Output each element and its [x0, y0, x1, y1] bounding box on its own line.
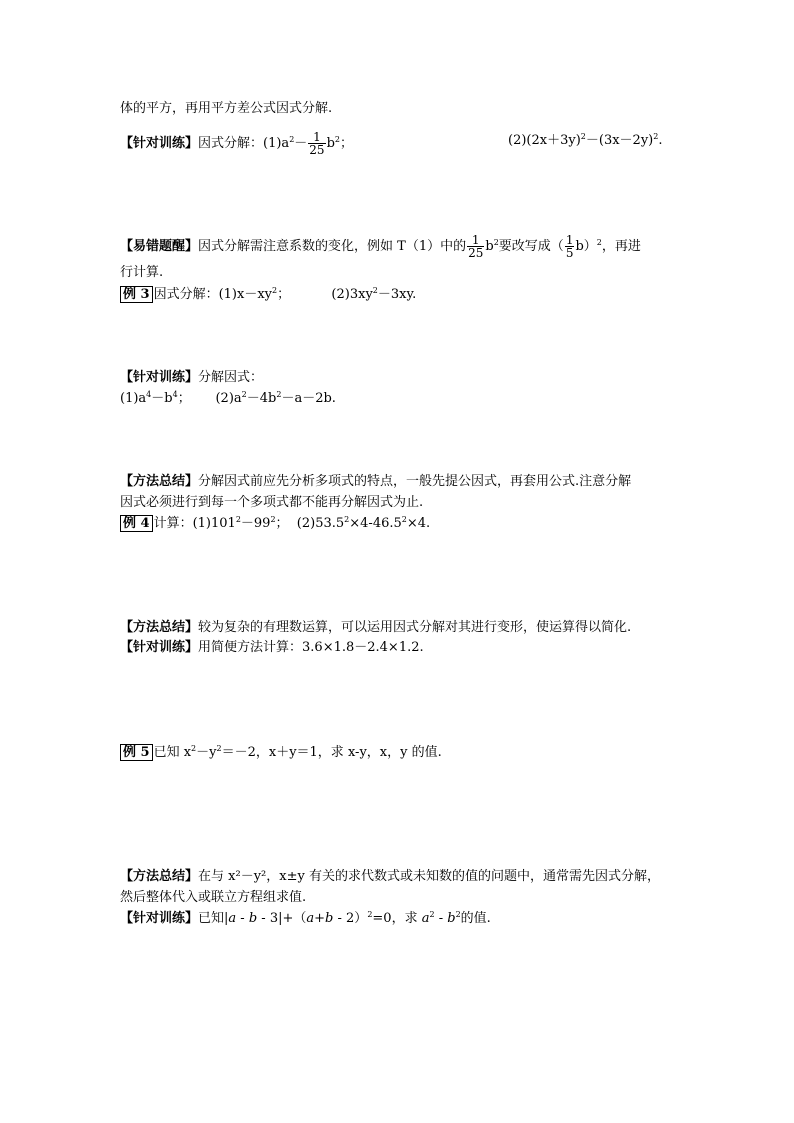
ex5-text-b: －y [196, 745, 217, 760]
exp: 2 [429, 910, 435, 919]
method-tag: 【方法总结】 [120, 869, 199, 884]
ex3-text-a: 因式分解：(1)x－xy [153, 287, 273, 302]
p4-g: - [434, 911, 448, 926]
exp: 2 [580, 132, 586, 141]
example-4 [120, 516, 430, 532]
fraction-1-25 [308, 131, 325, 156]
method-summary-2 [120, 620, 631, 636]
exp: 4 [172, 390, 178, 399]
var-a: a [306, 911, 315, 926]
p4-e: - 2） [333, 911, 368, 926]
p2-a: (1)a [120, 391, 147, 406]
denominator: 5 [565, 246, 574, 260]
exp: 2 [367, 910, 373, 919]
p4-a: 已知| [198, 911, 229, 926]
exp: 2 [401, 515, 407, 524]
example-label: 例 3 [120, 286, 153, 303]
ex5-text-c: ＝－2，x＋y＝1，求 x-y，x，y 的值. [221, 745, 442, 760]
method-tag: 【方法总结】 [120, 474, 199, 489]
practice-3-text: 用简便方法计算：3.6×1.8－2.4×1.2. [198, 640, 424, 655]
method-summary-1 [120, 474, 631, 490]
exp: 2 [334, 135, 340, 144]
p2-e: －a－2b. [281, 391, 336, 406]
exp: 4 [146, 390, 152, 399]
practice-tag: 【针对训练】 [120, 911, 199, 926]
part2-b: －(3x－2y) [585, 133, 654, 148]
p2-b: －b [151, 391, 173, 406]
p4-h: 的值. [460, 911, 491, 926]
period: . [658, 133, 663, 148]
continued-text: 体的平方，再用平方差公式因式分解. [120, 101, 333, 116]
part2-a: (2)(2x＋3y) [508, 133, 581, 148]
ex4-text-d: ×4-46.5 [349, 516, 402, 531]
p4-c: - 3|+（ [257, 911, 307, 926]
practice-tag: 【针对训练】 [120, 136, 199, 151]
hint-tag: 【易错题醒】 [120, 239, 199, 254]
example-label: 例 5 [120, 744, 153, 761]
exp: 2 [289, 135, 295, 144]
fraction-1-5 [565, 234, 575, 259]
practice-1-part-2 [508, 133, 662, 149]
hint-text-d: b） [575, 239, 597, 254]
method-3-line-2: 然后整体代入或联立方程组求值. [120, 890, 307, 905]
error-hint [120, 234, 641, 259]
practice-2-text: 分解因式： [198, 370, 264, 385]
ex4-text-c: ； (2)53.5 [275, 516, 345, 531]
p2-d: －4b [246, 391, 277, 406]
exp: 2 [455, 910, 461, 919]
exp: 2 [241, 390, 247, 399]
ex4-text-e: ×4. [406, 516, 431, 531]
p2-c: ； (2)a [177, 391, 242, 406]
ex5-text-a: 已知 x [153, 745, 192, 760]
method-summary-3 [120, 869, 660, 885]
method-2-text: 较为复杂的有理数运算，可以运用因式分解对其进行变形，使运算得以简化. [198, 620, 632, 635]
exp: 2 [344, 515, 350, 524]
practice-1 [120, 131, 353, 156]
var-a: a [228, 911, 237, 926]
p4-f: =0，求 [372, 911, 422, 926]
exp: 2 [272, 286, 278, 295]
practice-4 [120, 911, 491, 927]
numerator: 1 [313, 130, 321, 144]
method-3-text: 在与 x²－y²，x±y 有关的求代数式或未知数的值的问题中，通常需先因式分解， [198, 869, 660, 884]
exp: 2 [653, 132, 659, 141]
practice-1-lead: 因式分解：(1)a [198, 136, 290, 151]
practice-tag: 【针对训练】 [120, 370, 199, 385]
exp: 2 [270, 515, 276, 524]
var-b: b [325, 911, 334, 926]
example-3 [120, 287, 416, 303]
fraction-1-25 [467, 234, 484, 259]
example-5 [120, 745, 442, 761]
example-label: 例 4 [120, 515, 153, 532]
exp: 2 [191, 744, 197, 753]
minus: － [294, 136, 308, 151]
practice-3 [120, 640, 424, 656]
numerator: 1 [471, 233, 480, 247]
exp: 2 [372, 286, 378, 295]
var-a: a [421, 911, 430, 926]
practice-2-items [120, 391, 336, 407]
ex4-text-a: 计算：(1)101 [153, 516, 236, 531]
var-b: b [248, 911, 258, 926]
denominator: 25 [468, 246, 484, 260]
denominator: 25 [309, 143, 325, 157]
var-b: b [326, 136, 335, 151]
hint-text-e: ，再进 [601, 239, 641, 254]
exp: 2 [235, 515, 241, 524]
hint-text-a: 因式分解需注意系数的变化，例如 T（1）中的 [198, 239, 467, 254]
method-1-text: 分解因式前应先分析多项式的特点，一般先提公因式，再套用公式.注意分解 [198, 474, 632, 489]
exp: 2 [216, 744, 222, 753]
p4-d: + [314, 911, 326, 926]
semicolon: ； [340, 136, 354, 151]
ex3-text-c: －3xy. [377, 287, 417, 302]
practice-2 [120, 370, 263, 386]
hint-text-c: 要改写成（ [498, 239, 564, 254]
method-1-line-2: 因式必须进行到每一个多项式都不能再分解因式为止. [120, 495, 424, 510]
var-b: b [485, 239, 494, 254]
exp: 2 [596, 238, 602, 247]
practice-tag: 【针对训练】 [120, 640, 199, 655]
ex3-text-b: ； (2)3xy [277, 287, 373, 302]
var-b: b [447, 911, 456, 926]
numerator: 1 [565, 233, 574, 247]
method-tag: 【方法总结】 [120, 620, 199, 635]
exp: 2 [493, 238, 499, 247]
p4-b: - [236, 911, 249, 926]
hint-line-2: 行计算. [120, 265, 164, 280]
exp: 2 [276, 390, 282, 399]
ex4-text-b: －99 [240, 516, 271, 531]
